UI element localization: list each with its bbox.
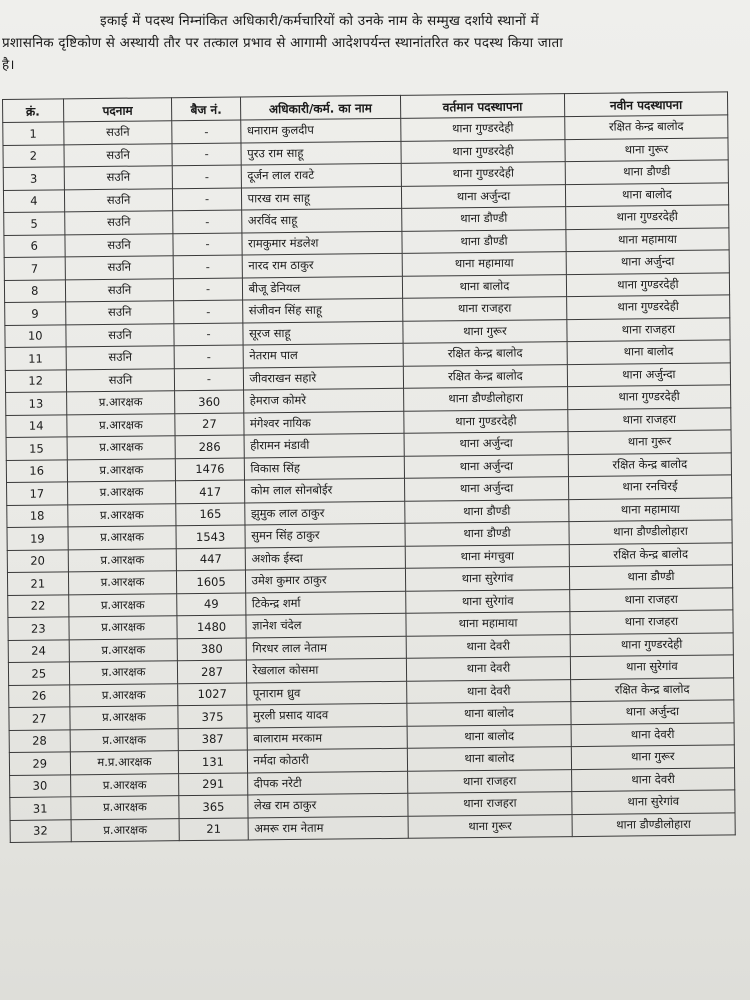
serial-cell: 14 bbox=[6, 414, 67, 437]
serial-cell: 30 bbox=[10, 774, 71, 797]
name-cell: रामकुमार मंडलेश bbox=[241, 231, 402, 255]
current-posting-cell: थाना डौण्डीलोहारा bbox=[404, 387, 568, 411]
serial-cell: 10 bbox=[5, 324, 66, 347]
serial-cell: 17 bbox=[7, 482, 68, 505]
current-posting-cell: थाना डौण्डी bbox=[405, 522, 569, 546]
current-posting-cell: थाना बालोद bbox=[407, 702, 571, 726]
serial-cell: 28 bbox=[9, 729, 70, 752]
intro-line-3: है। bbox=[2, 57, 15, 73]
badge-cell: 131 bbox=[179, 750, 247, 773]
current-posting-cell: थाना अर्जुन्दा bbox=[401, 184, 565, 208]
current-posting-cell: थाना राजहरा bbox=[403, 297, 567, 321]
name-cell: नेतराम पाल bbox=[243, 343, 404, 367]
new-posting-cell: थाना गुरूर bbox=[571, 745, 734, 769]
designation-cell: प्र.आरक्षक bbox=[69, 661, 178, 685]
designation-cell: सउनि bbox=[64, 233, 173, 257]
designation-cell: प्र.आरक्षक bbox=[66, 413, 175, 437]
name-cell: पुरउ राम साहू bbox=[241, 141, 402, 165]
serial-cell: 7 bbox=[4, 257, 65, 280]
badge-cell: 287 bbox=[178, 660, 246, 683]
serial-cell: 16 bbox=[6, 459, 67, 482]
designation-cell: सउनि bbox=[65, 256, 174, 280]
name-cell: गिरधर लाल नेताम bbox=[246, 636, 407, 660]
new-posting-cell: थाना राजहरा bbox=[567, 317, 730, 341]
serial-cell: 12 bbox=[5, 369, 66, 392]
designation-cell: प्र.आरक्षक bbox=[68, 548, 177, 572]
current-posting-cell: थाना गुण्डरदेही bbox=[401, 117, 565, 141]
current-posting-cell: थाना गुण्डरदेही bbox=[401, 139, 565, 163]
header-new-posting: नवीन पदस्थापना bbox=[564, 92, 727, 117]
badge-cell: - bbox=[174, 277, 242, 300]
current-posting-cell: थाना डौण्डी bbox=[405, 499, 569, 523]
serial-cell: 18 bbox=[7, 504, 68, 527]
name-cell: मुरली प्रसाद यादव bbox=[246, 703, 407, 727]
name-cell: झुमुक लाल ठाकुर bbox=[244, 501, 405, 525]
badge-cell: 447 bbox=[177, 547, 245, 570]
badge-cell: 375 bbox=[178, 705, 246, 728]
badge-cell: - bbox=[173, 210, 241, 233]
designation-cell: प्र.आरक्षक bbox=[67, 481, 176, 505]
badge-cell: 1543 bbox=[176, 525, 244, 548]
designation-cell: प्र.आरक्षक bbox=[66, 391, 175, 415]
serial-cell: 2 bbox=[3, 144, 64, 167]
designation-cell: प्र.आरक्षक bbox=[69, 683, 178, 707]
serial-cell: 27 bbox=[9, 707, 70, 730]
designation-cell: प्र.आरक्षक bbox=[69, 706, 178, 730]
serial-cell: 26 bbox=[9, 684, 70, 707]
new-posting-cell: रक्षित केन्द्र बालोद bbox=[568, 452, 731, 476]
new-posting-cell: थाना देवरी bbox=[571, 767, 734, 791]
designation-cell: म.प्र.आरक्षक bbox=[70, 751, 179, 775]
name-cell: अरविंद साहू bbox=[241, 208, 402, 232]
badge-cell: 165 bbox=[176, 502, 244, 525]
header-designation: पदनाम bbox=[63, 98, 172, 122]
name-cell: दीपक नरेटी bbox=[247, 771, 408, 795]
badge-cell: 380 bbox=[178, 637, 246, 660]
intro-paragraph bbox=[0, 10, 735, 76]
name-cell: धनाराम कुलदीप bbox=[240, 118, 401, 142]
table-body bbox=[3, 115, 735, 843]
current-posting-cell: थाना महामाया bbox=[402, 252, 566, 276]
intro-line-1: इकाई में पदस्थ निम्नांकित अधिकारी/कर्मचारियों को उनके नाम के सम्मुख दर्शाये स्थानों में bbox=[100, 13, 539, 29]
badge-cell: - bbox=[175, 345, 243, 368]
new-posting-cell: थाना गुण्डरदेही bbox=[567, 385, 730, 409]
serial-cell: 23 bbox=[8, 617, 69, 640]
new-posting-cell: थाना डौण्डीलोहारा bbox=[569, 520, 732, 544]
designation-cell: प्र.आरक्षक bbox=[67, 526, 176, 550]
current-posting-cell: थाना गुरूर bbox=[403, 319, 567, 343]
new-posting-cell: थाना राजहरा bbox=[568, 407, 731, 431]
designation-cell: सउनि bbox=[63, 121, 172, 145]
name-cell: संजीवन सिंह साहू bbox=[242, 298, 403, 322]
badge-cell: - bbox=[174, 300, 242, 323]
name-cell: उमेश कुमार ठाकुर bbox=[245, 568, 406, 592]
designation-cell: प्र.आरक्षक bbox=[68, 593, 177, 617]
badge-cell: - bbox=[175, 367, 243, 390]
designation-cell: सउनि bbox=[65, 301, 174, 325]
serial-cell: 22 bbox=[8, 594, 69, 617]
new-posting-cell: थाना सुरेगांव bbox=[572, 790, 735, 814]
new-posting-cell: थाना गुण्डरदेही bbox=[566, 295, 729, 319]
intro-line-2: प्रशासनिक दृष्टिकोण से अस्थायी तौर पर तत्काल प्रभाव से आगामी आदेशपर्यन्त स्थानांतरित कर पदस्थ किया जाता bbox=[2, 35, 563, 51]
new-posting-cell: थाना राजहरा bbox=[570, 587, 733, 611]
badge-cell: - bbox=[173, 188, 241, 211]
new-posting-cell: रक्षित केन्द्र बालोद bbox=[565, 115, 728, 139]
new-posting-cell: थाना अर्जुन्दा bbox=[566, 250, 729, 274]
current-posting-cell: थाना देवरी bbox=[406, 634, 570, 658]
name-cell: बालाराम मरकाम bbox=[247, 726, 408, 750]
badge-cell: 291 bbox=[179, 772, 247, 795]
designation-cell: प्र.आरक्षक bbox=[71, 818, 180, 842]
new-posting-cell: थाना रनचिरई bbox=[568, 475, 731, 499]
serial-cell: 29 bbox=[9, 752, 70, 775]
current-posting-cell: रक्षित केन्द्र बालोद bbox=[403, 364, 567, 388]
current-posting-cell: थाना मंगचुवा bbox=[405, 544, 569, 568]
name-cell: सूरज साहू bbox=[242, 321, 403, 345]
new-posting-cell: थाना गुण्डरदेही bbox=[566, 205, 729, 229]
designation-cell: सउनि bbox=[64, 166, 173, 190]
name-cell: सुमन सिंह ठाकुर bbox=[245, 523, 406, 547]
name-cell: पारख राम साहू bbox=[241, 186, 402, 210]
name-cell: अशोक ईस्दा bbox=[245, 546, 406, 570]
new-posting-cell: थाना अर्जुन्दा bbox=[571, 700, 734, 724]
badge-cell: 360 bbox=[175, 390, 243, 413]
designation-cell: प्र.आरक्षक bbox=[70, 728, 179, 752]
badge-cell: 1605 bbox=[177, 570, 245, 593]
header-current-posting: वर्तमान पदस्थापना bbox=[401, 94, 565, 119]
badge-cell: 387 bbox=[179, 727, 247, 750]
name-cell: लेख राम ठाकुर bbox=[247, 793, 408, 817]
name-cell: पूनाराम ध्रुव bbox=[246, 681, 407, 705]
badge-cell: 1476 bbox=[176, 457, 244, 480]
current-posting-cell: थाना गुण्डरदेही bbox=[401, 162, 565, 186]
designation-cell: प्र.आरक्षक bbox=[68, 571, 177, 595]
badge-cell: - bbox=[173, 232, 241, 255]
header-name: अधिकारी/कर्म. का नाम bbox=[240, 95, 401, 120]
current-posting-cell: थाना गुण्डरदेही bbox=[404, 409, 568, 433]
designation-cell: प्र.आरक्षक bbox=[69, 638, 178, 662]
current-posting-cell: थाना राजहरा bbox=[408, 769, 572, 793]
serial-cell: 15 bbox=[6, 437, 67, 460]
current-posting-cell: थाना महामाया bbox=[406, 612, 570, 636]
current-posting-cell: थाना सुरेगांव bbox=[405, 567, 569, 591]
badge-cell: 286 bbox=[176, 435, 244, 458]
serial-cell: 13 bbox=[6, 392, 67, 415]
header-serial: क्रं. bbox=[3, 99, 64, 123]
name-cell: कोम लाल सोनबोईर bbox=[244, 478, 405, 502]
designation-cell: प्र.आरक्षक bbox=[68, 616, 177, 640]
new-posting-cell: थाना अर्जुन्दा bbox=[567, 362, 730, 386]
designation-cell: सउनि bbox=[64, 211, 173, 235]
current-posting-cell: थाना बालोद bbox=[407, 724, 571, 748]
name-cell: ज्ञानेश चंदेल bbox=[245, 613, 406, 637]
designation-cell: प्र.आरक्षक bbox=[70, 773, 179, 797]
new-posting-cell: रक्षित केन्द्र बालोद bbox=[569, 542, 732, 566]
name-cell: मंगेश्वर नायिक bbox=[243, 411, 404, 435]
serial-cell: 20 bbox=[7, 549, 68, 572]
designation-cell: प्र.आरक्षक bbox=[67, 503, 176, 527]
serial-cell: 8 bbox=[4, 279, 65, 302]
serial-cell: 24 bbox=[8, 639, 69, 662]
current-posting-cell: थाना बालोद bbox=[407, 747, 571, 771]
current-posting-cell: थाना देवरी bbox=[406, 657, 570, 681]
new-posting-cell: थाना डौण्डी bbox=[569, 565, 732, 589]
current-posting-cell: थाना डौण्डी bbox=[402, 207, 566, 231]
current-posting-cell: थाना डौण्डी bbox=[402, 229, 566, 253]
current-posting-cell: थाना गुरूर bbox=[408, 814, 572, 838]
name-cell: अमरू राम नेताम bbox=[248, 816, 409, 840]
designation-cell: प्र.आरक्षक bbox=[67, 436, 176, 460]
new-posting-cell: थाना गुरूर bbox=[565, 137, 728, 161]
current-posting-cell: रक्षित केन्द्र बालोद bbox=[403, 342, 567, 366]
serial-cell: 21 bbox=[7, 572, 68, 595]
badge-cell: - bbox=[174, 255, 242, 278]
new-posting-cell: थाना डौण्डी bbox=[565, 160, 728, 184]
serial-cell: 1 bbox=[3, 122, 64, 145]
new-posting-cell: थाना राजहरा bbox=[570, 610, 733, 634]
badge-cell: 1027 bbox=[178, 682, 246, 705]
badge-cell: 21 bbox=[180, 817, 248, 840]
new-posting-cell: रक्षित केन्द्र बालोद bbox=[570, 677, 733, 701]
serial-cell: 6 bbox=[4, 234, 65, 257]
new-posting-cell: थाना डौण्डीलोहारा bbox=[572, 812, 735, 836]
serial-cell: 9 bbox=[5, 302, 66, 325]
name-cell: टिकेन्द्र शर्मा bbox=[245, 591, 406, 615]
serial-cell: 5 bbox=[4, 212, 65, 235]
current-posting-cell: थाना बालोद bbox=[402, 274, 566, 298]
serial-cell: 11 bbox=[5, 347, 66, 370]
transfer-table bbox=[2, 91, 736, 843]
new-posting-cell: थाना गुण्डरदेही bbox=[566, 272, 729, 296]
badge-cell: - bbox=[174, 322, 242, 345]
new-posting-cell: थाना गुण्डरदेही bbox=[570, 632, 733, 656]
name-cell: जीवराखन सहारे bbox=[243, 366, 404, 390]
badge-cell: - bbox=[172, 143, 240, 166]
badge-cell: 27 bbox=[175, 412, 243, 435]
new-posting-cell: थाना बालोद bbox=[567, 340, 730, 364]
name-cell: रेखलाल कोसमा bbox=[246, 658, 407, 682]
name-cell: हीरामन मंडावी bbox=[244, 433, 405, 457]
new-posting-cell: थाना महामाया bbox=[566, 227, 729, 251]
new-posting-cell: थाना बालोद bbox=[565, 182, 728, 206]
current-posting-cell: थाना अर्जुन्दा bbox=[404, 432, 568, 456]
serial-cell: 25 bbox=[8, 662, 69, 685]
serial-cell: 4 bbox=[3, 189, 64, 212]
name-cell: हेमराज कोमरे bbox=[243, 388, 404, 412]
name-cell: दूर्जन लाल रावटे bbox=[241, 163, 402, 187]
serial-cell: 19 bbox=[7, 527, 68, 550]
current-posting-cell: थाना राजहरा bbox=[408, 792, 572, 816]
designation-cell: प्र.आरक्षक bbox=[67, 458, 176, 482]
new-posting-cell: थाना देवरी bbox=[571, 722, 734, 746]
badge-cell: 1480 bbox=[177, 615, 245, 638]
name-cell: बीजू डेनियल bbox=[242, 276, 403, 300]
serial-cell: 31 bbox=[10, 797, 71, 820]
badge-cell: - bbox=[172, 120, 240, 143]
serial-cell: 3 bbox=[3, 167, 64, 190]
name-cell: नारद राम ठाकुर bbox=[242, 253, 403, 277]
current-posting-cell: थाना अर्जुन्दा bbox=[404, 454, 568, 478]
designation-cell: सउनि bbox=[65, 278, 174, 302]
name-cell: नर्मदा कोठारी bbox=[247, 748, 408, 772]
designation-cell: सउनि bbox=[63, 143, 172, 167]
badge-cell: 49 bbox=[177, 592, 245, 615]
current-posting-cell: थाना सुरेगांव bbox=[406, 589, 570, 613]
current-posting-cell: थाना देवरी bbox=[407, 679, 571, 703]
new-posting-cell: थाना सुरेगांव bbox=[570, 655, 733, 679]
designation-cell: सउनि bbox=[65, 323, 174, 347]
designation-cell: सउनि bbox=[66, 346, 175, 370]
designation-cell: प्र.आरक्षक bbox=[70, 796, 179, 820]
new-posting-cell: थाना महामाया bbox=[569, 497, 732, 521]
current-posting-cell: थाना अर्जुन्दा bbox=[405, 477, 569, 501]
designation-cell: सउनि bbox=[66, 368, 175, 392]
name-cell: विकास सिंह bbox=[244, 456, 405, 480]
badge-cell: 365 bbox=[179, 795, 247, 818]
new-posting-cell: थाना गुरूर bbox=[568, 430, 731, 454]
header-badge-no: बैज नं. bbox=[172, 97, 240, 121]
designation-cell: सउनि bbox=[64, 188, 173, 212]
badge-cell: - bbox=[173, 165, 241, 188]
serial-cell: 32 bbox=[10, 819, 71, 842]
badge-cell: 417 bbox=[176, 480, 244, 503]
